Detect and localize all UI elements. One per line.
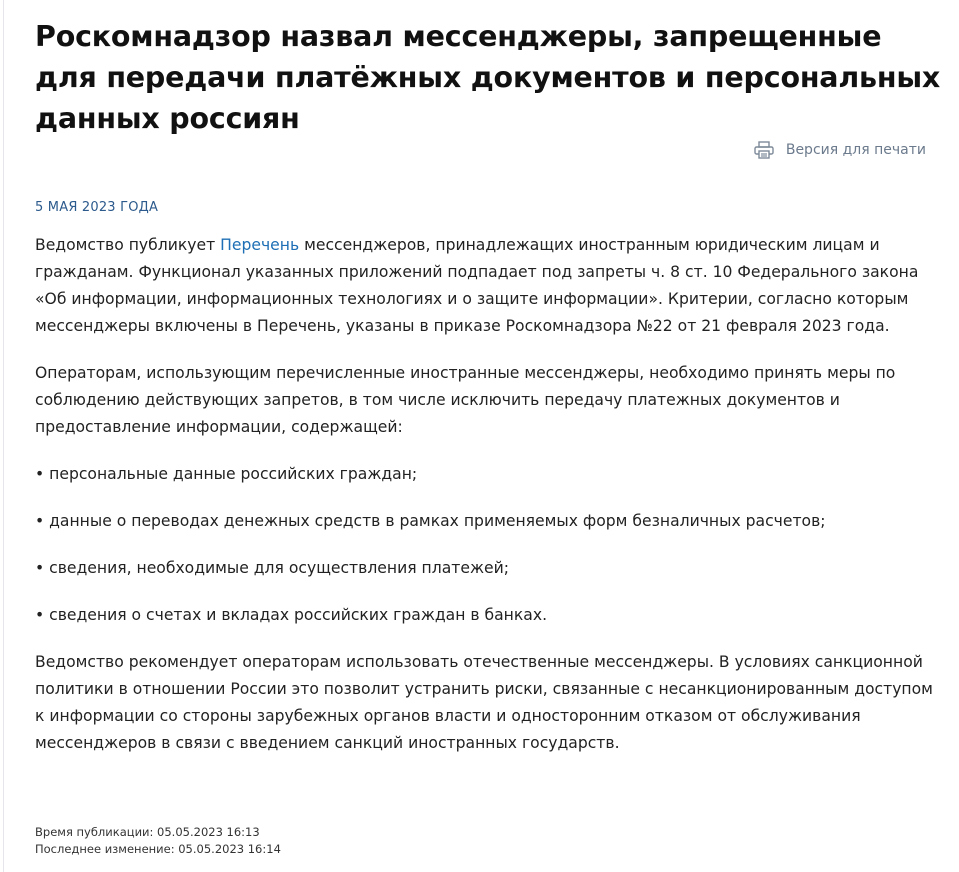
list-item: • сведения о счетах и вкладах российских граждан в банках.: [35, 606, 548, 624]
paragraph-recommendation: Ведомство рекомендует операторам использовать отечественные мессенджеры. В условиях санкционной политики в отношении России это позволит устранить риски, связанные с несанкционированным доступом к информации со стороны зарубежных органов власти и односторонним отказом от обслуживания мессенджеров в связи с введением санкций иностранных государств.: [35, 653, 933, 752]
publication-date: 5 МАЯ 2023 ГОДА: [35, 200, 159, 215]
published-time: Время публикации: 05.05.2023 16:13: [35, 825, 260, 839]
list-item: • данные о переводах денежных средств в рамках применяемых форм безналичных расчетов;: [35, 512, 826, 530]
print-version-link[interactable]: [754, 140, 926, 160]
publication-meta: [35, 824, 281, 858]
paragraph-intro-before: Ведомство публикует: [35, 236, 221, 254]
perechen-link[interactable]: Перечень: [220, 236, 300, 254]
paragraph-operators: Операторам, использующим перечисленные иностранные мессенджеры, необходимо принять меры по соблюдению действующих запретов, в том числе исключить передачу платежных документов и предоставление информации, содержащей:: [35, 364, 896, 436]
modified-time: Последнее изменение: 05.05.2023 16:14: [35, 842, 281, 856]
paragraph-intro-after: мессенджеров, принадлежащих иностранным юридическим лицам и гражданам. Функционал указанных приложений подпадает под запреты ч. 8 ст. 10 Федерального закона «Об информации, информационных технологиях и о защите информации». Критерии, согласно которым мессенджеры включены в Перечень, указаны в приказе Роскомнадзора №22 от 21 февраля 2023 года.: [35, 236, 919, 335]
article: [35, 16, 947, 139]
left-divider: [3, 0, 4, 872]
article-body: [35, 232, 947, 777]
page-title: Роскомнадзор назвал мессенджеры, запрещенные для передачи платёжных документов и персональных данных россиян: [35, 20, 941, 135]
list-item: • персональные данные российских граждан;: [35, 465, 418, 483]
printer-icon: [754, 141, 774, 159]
list-item: • сведения, необходимые для осуществления платежей;: [35, 559, 509, 577]
paragraph-intro: [35, 232, 947, 340]
print-version-label: Версия для печати: [785, 142, 926, 158]
